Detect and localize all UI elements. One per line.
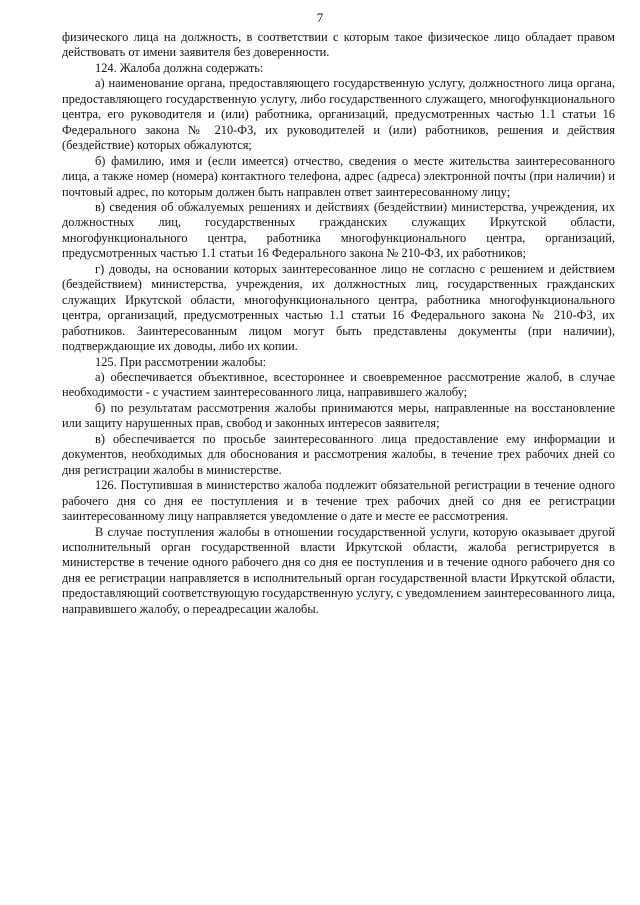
paragraph-126-forwarding: В случае поступления жалобы в отношении государственной услуги, которую оказывает другой исполнительный орган государственной власти Иркутской области, жалоба регистрируется в министерстве в течение одного рабочего дня со дня ее поступления и в течение одного рабочего дня со дня ее регистрации направляется в исполнительный орган государственной власти Иркутской области, предоставляющий соответствующую государственную услугу, с уведомлением заинтересованного лица, направившего жалобу, о переадресации жалобы. — [62, 524, 615, 616]
paragraph-125-b: б) по результатам рассмотрения жалобы принимаются меры, направленные на восстановление или защиту нарушенных прав, свобод и законных интересов заявителя; — [62, 400, 615, 431]
paragraph-124-heading: 124. Жалоба должна содержать: — [95, 60, 264, 75]
document-body — [62, 30, 615, 617]
paragraph-125-heading: 125. При рассмотрении жалобы: — [95, 354, 267, 369]
paragraph-126: 126. Поступившая в министерство жалоба подлежит обязательной регистрации в течение одного рабочего дня со дня ее поступления и в течение трех рабочих дней со дня ее регистрации заинтересованному лицу направляется уведомление о дате и месте ее рассмотрения. — [62, 478, 615, 524]
paragraph-124-v: в) сведения об обжалуемых решениях и действиях (бездействии) министерства, учреждения, их должностных лиц, государственных гражданских служащих Иркутской области, многофункционального центра, работника многофункционального центра, организаций, предусмотренных частью 1.1 статьи 16 Федерального закона № 210-ФЗ, их работников; — [62, 199, 615, 261]
paragraph-continuation: физического лица на должность, в соответствии с которым такое физическое лицо обладает правом действовать от имени заявителя без доверенности. — [62, 30, 615, 60]
paragraph-124-a: а) наименование органа, предоставляющего государственную услугу, должностного лица органа, предоставляющего государственную услугу, либо государственного служащего, многофункционального центра, его руководителя и (или) работника, организаций, предусмотренных частью 1.1 статьи 16 Федерального закона № 210-ФЗ, их руководителей и (или) работников, решения и действия (бездействие) которых обжалуются; — [62, 76, 615, 153]
paragraph-125-a: а) обеспечивается объективное, всестороннее и своевременное рассмотрение жалоб, в случае необходимости - с участием заинтересованного лица, направившего жалобу; — [62, 369, 615, 400]
paragraph-125-v: в) обеспечивается по просьбе заинтересованного лица предоставление ему информации и документов, необходимых для обоснования и рассмотрения жалобы, в течение трех рабочих дней со дня регистрации жалобы в министерстве. — [62, 431, 615, 477]
page-number: 7 — [316, 10, 324, 25]
paragraph-124-g: г) доводы, на основании которых заинтересованное лицо не согласно с решением и действием (бездействием) министерства, учреждения, их должностных лиц, государственных гражданских служащих Иркутской области, многофункционального центра, работника многофункционального центра, организаций, предусмотренных частью 1.1 статьи 16 Федерального закона № 210-ФЗ, их работников. Заинтересованным лицом могут быть представлены документы (при наличии), подтверждающие их доводы, либо их копии. — [62, 261, 615, 354]
paragraph-124-b: б) фамилию, имя и (если имеется) отчество, сведения о месте жительства заинтересованного лица, а также номер (номера) контактного телефона, адрес (адреса) электронной почты (при наличии) и почтовый адрес, по которым должен быть направлен ответ заинтересованному лицу; — [62, 153, 615, 199]
